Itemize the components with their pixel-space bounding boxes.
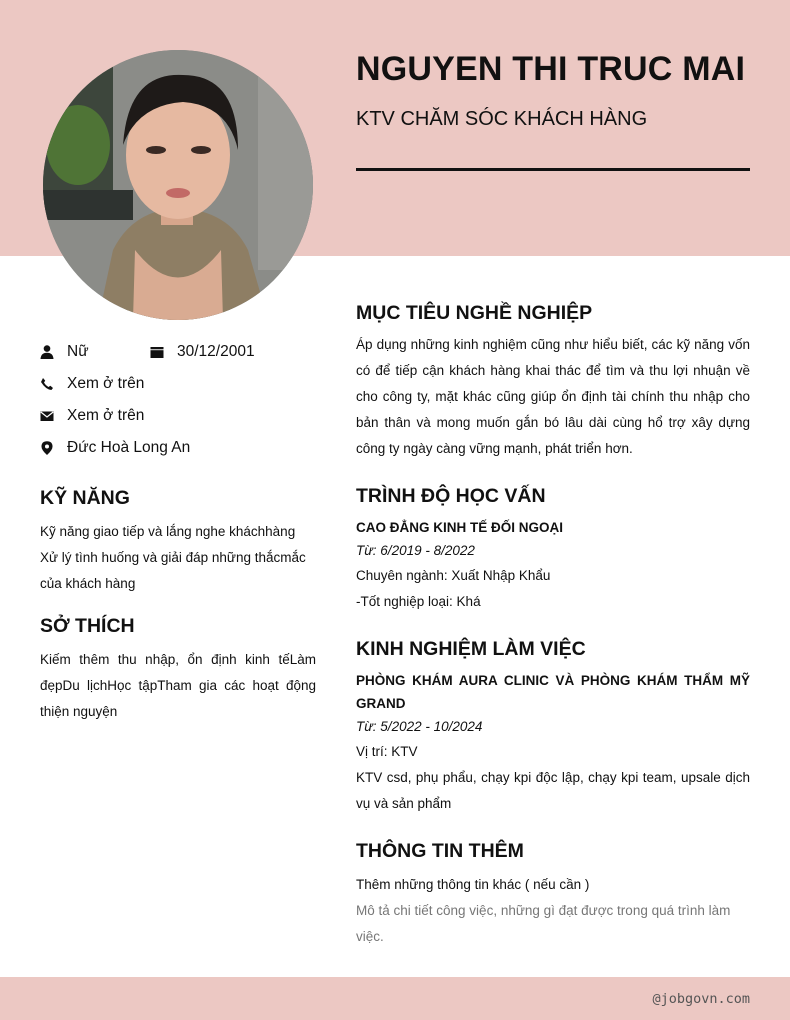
title-divider: [356, 168, 750, 171]
person-icon: [40, 344, 54, 360]
contact-gender: [40, 343, 89, 361]
experience-dates: Từ: 5/2022 - 10/2024: [356, 719, 483, 734]
contact-dob: [150, 343, 255, 361]
hobbies-text: Kiếm thêm thu nhập, ổn định kinh tếLàm đẹpDu lịchHọc tậpTham gia các hoạt động thiện nguyện: [40, 652, 316, 719]
dob-text: 30/12/2001: [177, 343, 255, 360]
experience-heading: KINH NGHIỆM LÀM VIỆC: [356, 638, 586, 660]
phone-text: Xem ở trên: [67, 375, 145, 392]
experience-position: Vị trí: KTV: [356, 744, 418, 759]
experience-description: KTV csd, phụ phẩu, chạy kpi độc lập, chạy kpi team, upsale dịch vụ và sản phẩm: [356, 770, 750, 811]
profile-photo: [43, 50, 313, 320]
education-grade: -Tốt nghiệp loại: Khá: [356, 594, 481, 609]
footer-watermark: @jobgovn.com: [652, 991, 750, 1007]
education-major: Chuyên ngành: Xuất Nhập Khẩu: [356, 568, 551, 583]
skills-text: Kỹ năng giao tiếp và lắng nghe kháchhàng Xử lý tình huống và giải đáp những thắcmắc của khách hàng: [40, 524, 306, 591]
experience-company: PHÒNG KHÁM AURA CLINIC VÀ PHÒNG KHÁM THẨM MỸ GRAND: [356, 673, 750, 711]
job-title: KTV CHĂM SÓC KHÁCH HÀNG: [356, 108, 648, 130]
additional-line1: Thêm những thông tin khác ( nếu cần ): [356, 877, 590, 892]
email-text: Xem ở trên: [67, 407, 145, 424]
contact-email: [40, 407, 144, 425]
education-heading: TRÌNH ĐỘ HỌC VẤN: [356, 485, 546, 507]
location-pin-icon: [40, 440, 54, 456]
education-dates: Từ: 6/2019 - 8/2022: [356, 543, 475, 558]
skills-heading: KỸ NĂNG: [40, 487, 130, 509]
gender-text: Nữ: [67, 343, 89, 360]
contact-address: [40, 439, 190, 457]
objective-heading: MỤC TIÊU NGHỀ NGHIỆP: [356, 302, 593, 324]
contact-phone: [40, 375, 144, 393]
hobbies-heading: SỞ THÍCH: [40, 615, 135, 637]
mail-icon: [40, 408, 54, 424]
candidate-name: NGUYEN THI TRUC MAI: [356, 50, 746, 88]
address-text: Đức Hoà Long An: [67, 439, 191, 456]
education-school: CAO ĐẲNG KINH TẾ ĐỐI NGOẠI: [356, 520, 564, 535]
additional-line2: Mô tả chi tiết công việc, những gì đạt được trong quá trình làm việc.: [356, 903, 731, 944]
objective-text: Áp dụng những kinh nghiệm cũng như hiểu biết, các kỹ năng vốn có để tiếp cận khách hàng khai thác để tìm và thu lợi nhuận về cho công ty, mặt khác cũng giúp ổn định tài chính thu nhập cho bản thân và mong muốn gắn bó lâu dài cùng hổ trợ xây dựng công ty ngày càng vững mạnh, phát triển hơn.: [356, 337, 750, 456]
phone-icon: [40, 376, 54, 392]
additional-heading: THÔNG TIN THÊM: [356, 840, 524, 862]
calendar-icon: [150, 344, 164, 360]
